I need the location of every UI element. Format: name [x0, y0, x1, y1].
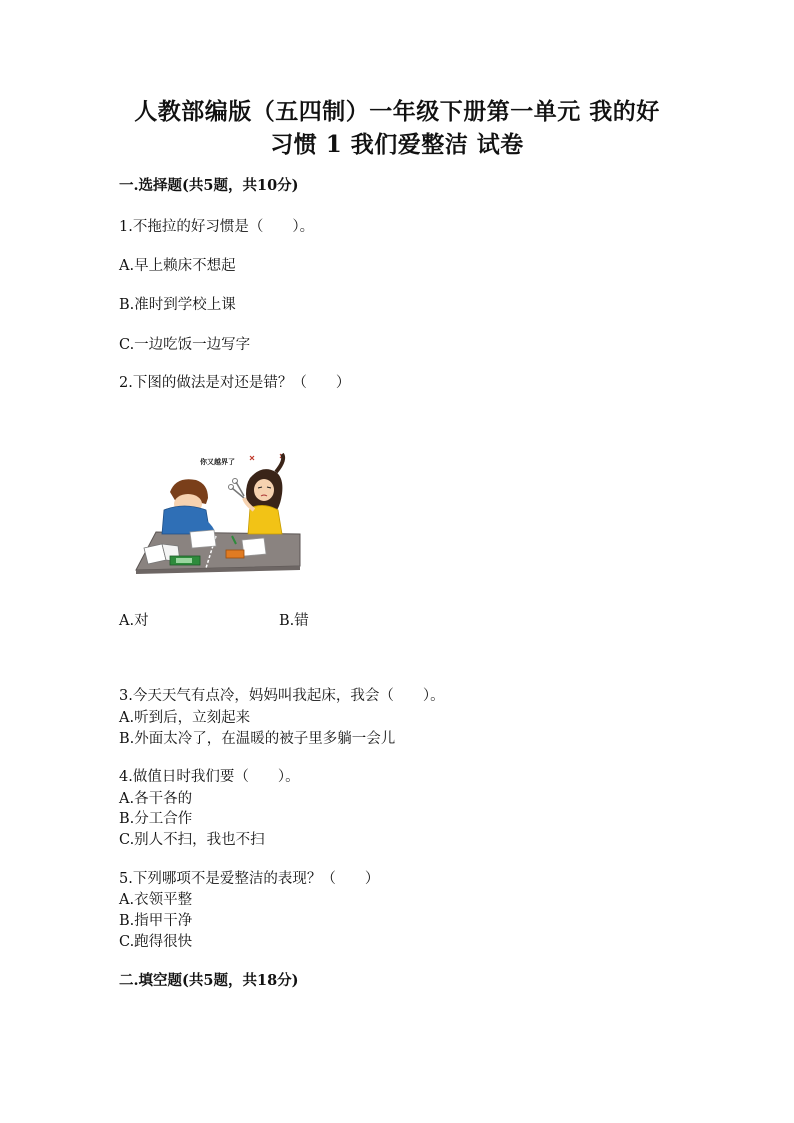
question-4-stem: 4.做值日时我们要（ ）。 [119, 769, 300, 785]
cartoon-illustration [132, 452, 312, 577]
question-3-option-b[interactable]: B.外面太冷了，在温暖的被子里多躺一会儿 [119, 731, 396, 747]
page-title-line-1: 人教部编版（五四制）一年级下册第一单元 我的好 [134, 98, 660, 125]
page-title-line-2: 习惯 1 我们爱整洁 试卷 [270, 131, 524, 158]
figure-caption: 你又越界了 [200, 458, 235, 466]
section-heading-fill-in: 二.填空题(共5题，共18分) [119, 972, 299, 989]
question-5-option-a[interactable]: A.衣领平整 [119, 892, 193, 908]
question-3-stem: 3.今天天气有点冷，妈妈叫我起床，我会（ ）。 [119, 688, 445, 704]
question-3-option-a[interactable]: A.听到后，立刻起来 [119, 710, 251, 726]
section-heading-choice: 一.选择题(共5题，共10分) [119, 177, 299, 194]
question-4-option-a[interactable]: A.各干各的 [119, 791, 193, 807]
question-1-option-a[interactable]: A.早上赖床不想起 [119, 258, 236, 274]
question-1-stem: 1.不拖拉的好习惯是（ ）。 [119, 219, 315, 235]
question-1-option-c[interactable]: C.一边吃饭一边写字 [119, 337, 251, 353]
question-4-option-b[interactable]: B.分工合作 [119, 811, 193, 827]
question-5-stem: 5.下列哪项不是爱整洁的表现？（ ） [119, 871, 380, 887]
question-2-option-a[interactable]: A.对 [119, 613, 149, 629]
question-5-option-b[interactable]: B.指甲干净 [119, 913, 193, 929]
question-2-stem: 2.下图的做法是对还是错？（ ） [119, 375, 351, 391]
question-4-option-c[interactable]: C.别人不扫，我也不扫 [119, 832, 265, 848]
question-1-option-b[interactable]: B.准时到学校上课 [119, 297, 236, 313]
question-2-option-b[interactable]: B.错 [279, 613, 309, 629]
question-5-option-c[interactable]: C.跑得很快 [119, 934, 193, 950]
